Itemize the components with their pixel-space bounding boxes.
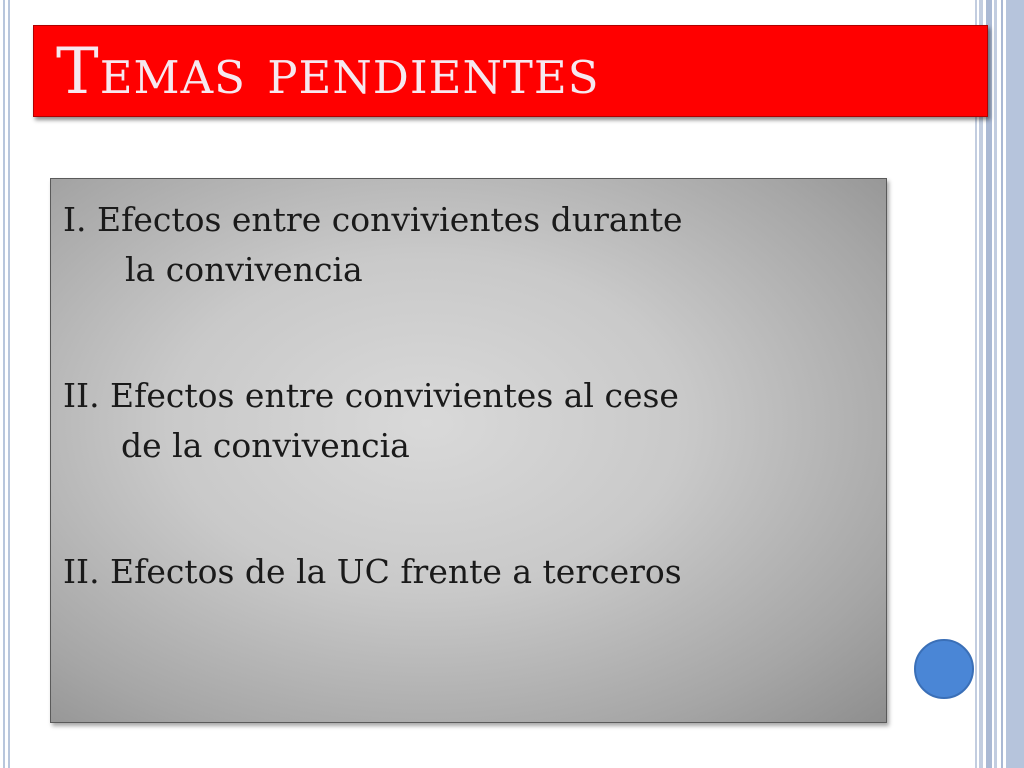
list-item-continuation: la convivencia bbox=[125, 250, 363, 289]
list-item bbox=[63, 547, 853, 597]
circle-decoration bbox=[914, 639, 974, 699]
left-border-line bbox=[8, 0, 10, 768]
list-item-line: I. Efectos entre convivientes durante bbox=[63, 200, 683, 239]
list-item bbox=[63, 195, 853, 295]
list-item-continuation: de la convivencia bbox=[121, 426, 410, 465]
slide-title: Temas pendientes bbox=[56, 35, 600, 109]
stripe bbox=[1001, 0, 1003, 768]
stripe bbox=[1006, 0, 1024, 768]
list-item-line: II. Efectos de la UC frente a terceros bbox=[63, 552, 682, 591]
list-item bbox=[63, 371, 853, 471]
stripe bbox=[994, 0, 997, 768]
left-border-decoration bbox=[3, 0, 13, 768]
left-border-line bbox=[3, 0, 5, 768]
title-bar bbox=[33, 25, 988, 117]
content-box bbox=[50, 178, 887, 723]
list-item-line: II. Efectos entre convivientes al cese bbox=[63, 376, 679, 415]
